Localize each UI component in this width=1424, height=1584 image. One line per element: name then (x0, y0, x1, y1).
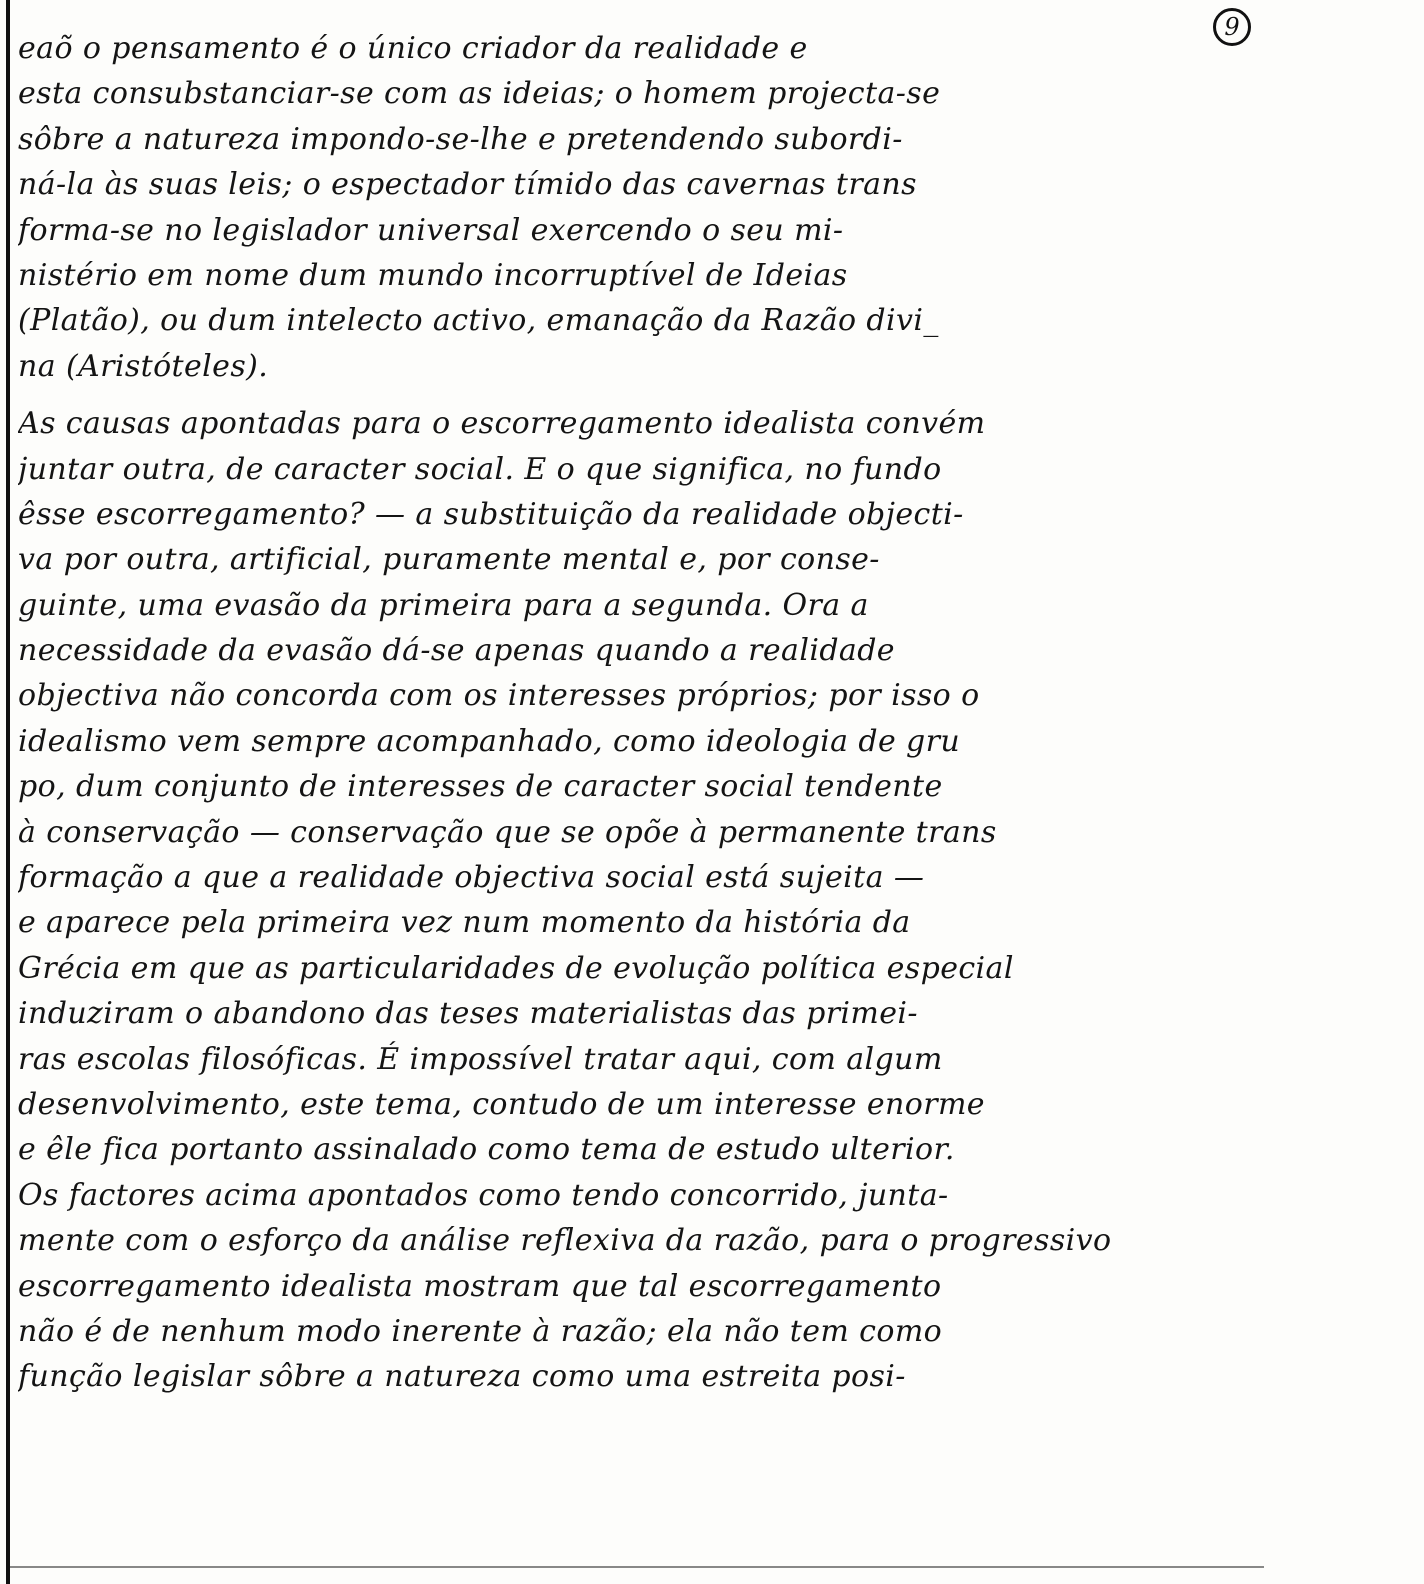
text-line: juntar outra, de caracter social. E o que significa, no fundo (18, 451, 942, 487)
text-line: va por outra, artificial, puramente mental e, por conse- (18, 542, 880, 578)
text-line: ras escolas filosóficas. É impossível tratar aqui, com algum (18, 1041, 943, 1077)
text-line: sôbre a natureza impondo-se-lhe e pretendendo subordi- (18, 121, 903, 157)
text-line: eaõ o pensamento é o único criador da realidade e (18, 31, 808, 66)
bottom-rule (10, 1566, 1264, 1568)
text-line: desenvolvimento, este tema, contudo de um interesse enorme (18, 1086, 985, 1122)
text-line: ná-la às suas leis; o espectador tímido das cavernas trans (18, 167, 917, 203)
text-line: não é de nenhum modo inerente à razão; ela não tem como (18, 1313, 943, 1349)
text-line: (Platão), ou dum intelecto activo, emanação da Razão divi_ (18, 303, 939, 339)
text-line: idealismo vem sempre acompanhado, como ideologia de gru (18, 723, 961, 759)
paragraph-break (18, 389, 1280, 401)
text-line: induziram o abandono das teses materialistas das primei- (18, 996, 918, 1032)
manuscript-text (18, 26, 1280, 1400)
text-line: na (Aristóteles). (18, 348, 269, 384)
text-line: à conservação — conservação que se opõe à permanente trans (18, 814, 997, 850)
text-line: necessidade da evasão dá-se apenas quando a realidade (18, 633, 895, 669)
text-line: e aparece pela primeira vez num momento da história da (18, 905, 911, 941)
text-line: nistério em nome dum mundo incorruptível de Ideias (18, 257, 848, 293)
page-number: 9 (1213, 8, 1251, 46)
text-line: e êle fica portanto assinalado como tema de estudo ulterior. (18, 1132, 955, 1168)
text-line: escorregamento idealista mostram que tal escorregamento (18, 1268, 942, 1304)
left-margin-rule (6, 0, 10, 1584)
text-line: êsse escorregamento? — a substituição da realidade objecti- (18, 496, 964, 532)
text-line: Os factores acima apontados como tendo concorrido, junta- (18, 1177, 949, 1213)
text-line: As causas apontadas para o escorregamento idealista convém (18, 406, 986, 442)
text-line: forma-se no legislador universal exercendo o seu mi- (18, 212, 844, 248)
text-line: objectiva não concorda com os interesses próprios; por isso o (18, 678, 980, 714)
text-line: função legislar sôbre a natureza como uma estreita posi- (18, 1359, 906, 1395)
text-line: Grécia em que as particularidades de evolução política especial (18, 950, 1014, 986)
text-line: guinte, uma evasão da primeira para a segunda. Ora a (18, 587, 869, 623)
text-line: mente com o esforço da análise reflexiva da razão, para o progressivo (18, 1223, 1112, 1259)
text-line: esta consubstanciar-se com as ideias; o homem projecta-se (18, 76, 941, 112)
text-line: po, dum conjunto de interesses de caracter social tendente (18, 769, 943, 805)
text-line: formação a que a realidade objectiva social está sujeita — (18, 860, 925, 896)
